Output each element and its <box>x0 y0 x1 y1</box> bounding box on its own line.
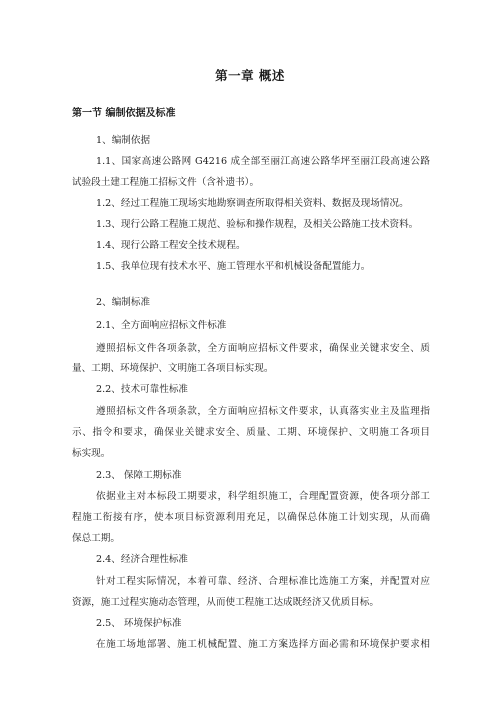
standard-2-4-line2: 资源，施工过程实施动态管理，从而使工程施工达成既经济又优质目标。 <box>72 597 379 608</box>
standard-2-5-line1: 在施工场地部署、施工机械配置、施工方案选择方面必需和环境保护要求相 <box>96 639 430 650</box>
basis-item-1-1-line2: 试验段土建工程施工招标文件（含补遗书）。 <box>72 177 260 188</box>
standard-2-4-line1: 针对工程实际情况，本着可靠、经济、合理标准比选施工方案，并配置对应 <box>96 576 430 587</box>
standard-2-3-title: 2.3、 保障工期标准 <box>96 470 182 481</box>
section-title: 第一节 编制依据及标准 <box>72 108 176 119</box>
standard-2-2-line1: 遵照招标文件各项条款，全方面响应招标文件要求，认真落实业主及监理指 <box>96 406 430 417</box>
standards-heading: 2、编制标准 <box>96 297 151 308</box>
standard-2-2-title: 2.2、技术可靠性标准 <box>96 384 189 395</box>
standard-2-1-title: 2.1、全方面响应招标文件标准 <box>96 320 227 331</box>
basis-heading: 1、编制依据 <box>96 135 151 146</box>
basis-item-1-3: 1.3、现行公路工程施工规范、验标和操作规程，及相关公路施工技术资料。 <box>96 219 419 230</box>
basis-item-1-2: 1.2、经过工程施工现场实地勘察调查所取得相关资料、数据及现场情况。 <box>96 198 409 209</box>
basis-item-1-5: 1.5、我单位现有技术水平、施工管理水平和机械设备配置能力。 <box>96 261 371 272</box>
chapter-title: 第一章 概述 <box>215 68 285 83</box>
standard-2-1-line1: 遵照招标文件各项条款，全方面响应招标文件要求，确保业关键求安全、质 <box>96 343 430 354</box>
basis-item-1-1-line1: 1.1、国家高速公路网 G4216 成全部至丽江高速公路华坪至丽江段高速公路 <box>96 156 430 167</box>
standard-2-1-line2: 量、工期、环境保护、文明施工各项目标实现。 <box>72 363 274 374</box>
standard-2-3-line1: 依据业主对本标段工期要求，科学组织施工，合理配置资源，使各项分部工 <box>96 491 430 502</box>
standard-2-5-title: 2.5、 环境保护标准 <box>96 618 182 629</box>
standard-2-4-title: 2.4、经济合理性标准 <box>96 554 189 565</box>
standard-2-2-line3: 标实现。 <box>72 448 111 459</box>
basis-item-1-4: 1.4、现行公路工程安全技术规程。 <box>96 240 246 251</box>
standard-2-2-line2: 示、指令和要求，确保业关键求安全、质量、工期、环境保护、文明施工各项目 <box>72 427 430 438</box>
standard-2-3-line3: 保总工期。 <box>72 533 120 544</box>
standard-2-3-line2: 程施工衔接有序，使本项目标资源利用充足，以确保总体施工计划实现，从而确 <box>72 512 430 523</box>
